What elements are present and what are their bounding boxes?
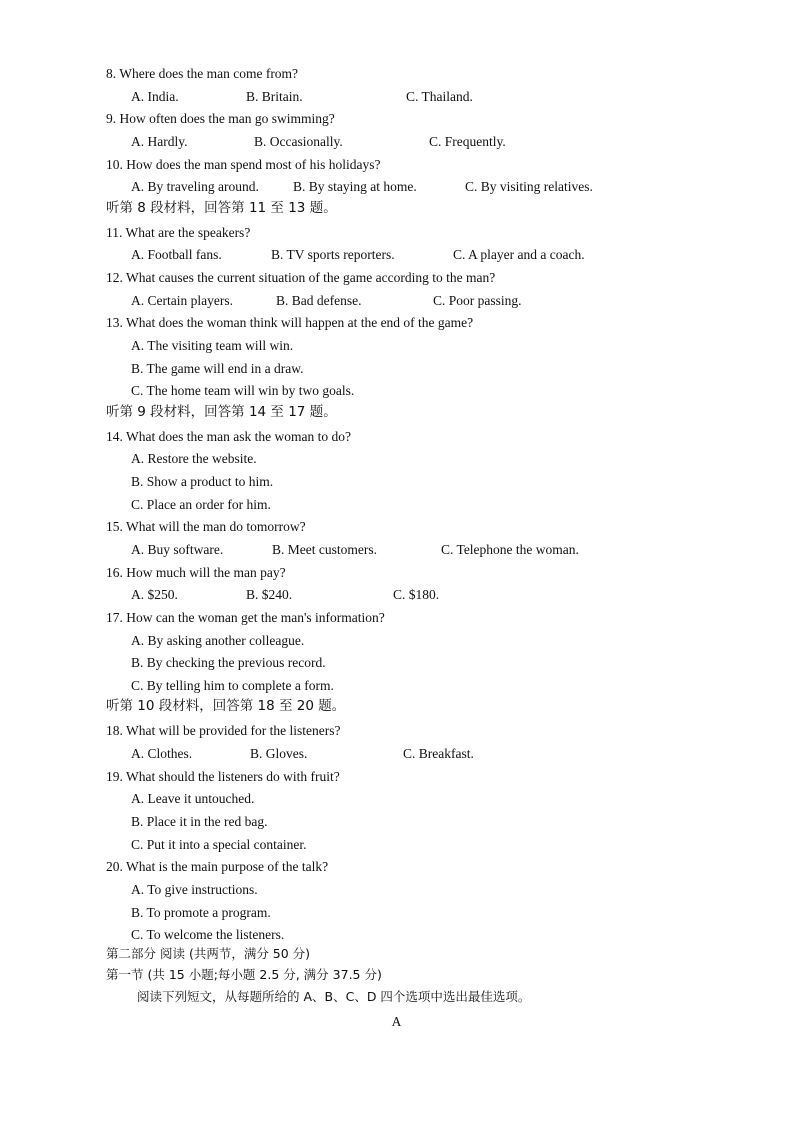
section-one-header: 第一节 (共 15 小题;每小题 2.5 分, 满分 37.5 分) bbox=[106, 967, 382, 982]
option-a: A. Restore the website. bbox=[131, 451, 257, 466]
option-a: A. Hardly. bbox=[131, 134, 188, 149]
question-20: 20. What is the main purpose of the talk? bbox=[106, 859, 329, 874]
option-b: B. Place it in the red bag. bbox=[131, 814, 268, 829]
question-19: 19. What should the listeners do with fruit? bbox=[106, 769, 340, 784]
option-c: C. $180. bbox=[393, 587, 440, 602]
option-b: B. By staying at home. bbox=[293, 179, 417, 194]
option-c: C. To welcome the listeners. bbox=[131, 927, 285, 942]
option-c: C. Place an order for him. bbox=[131, 497, 271, 512]
option-c: C. Thailand. bbox=[406, 89, 473, 104]
option-b: B. The game will end in a draw. bbox=[131, 361, 304, 376]
option-b: B. Bad defense. bbox=[276, 293, 362, 308]
option-c: C. By telling him to complete a form. bbox=[131, 678, 334, 693]
option-a: A. $250. bbox=[131, 587, 178, 602]
section-header-seg9: 听第 9 段材料，回答第 14 至 17 题。 bbox=[106, 404, 337, 420]
option-b: B. To promote a program. bbox=[131, 905, 271, 920]
option-c: C. A player and a coach. bbox=[453, 247, 585, 262]
option-b: B. Occasionally. bbox=[254, 134, 343, 149]
question-10: 10. How does the man spend most of his holidays? bbox=[106, 157, 381, 172]
option-b: B. Gloves. bbox=[250, 746, 308, 761]
option-a: A. Certain players. bbox=[131, 293, 233, 308]
question-9: 9. How often does the man go swimming? bbox=[106, 111, 335, 126]
question-17: 17. How can the woman get the man's information? bbox=[106, 610, 385, 625]
question-11: 11. What are the speakers? bbox=[106, 225, 251, 240]
part-two-header: 第二部分 阅读 (共两节，满分 50 分) bbox=[106, 946, 311, 961]
option-a: A. Buy software. bbox=[131, 542, 224, 557]
option-a: A. India. bbox=[131, 89, 179, 104]
option-b: B. By checking the previous record. bbox=[131, 655, 326, 670]
reading-instruction: 阅读下列短文，从每题所给的 A、B、C、D 四个选项中选出最佳选项。 bbox=[137, 989, 531, 1004]
option-b: B. Britain. bbox=[246, 89, 303, 104]
option-c: C. Put it into a special container. bbox=[131, 837, 307, 852]
option-c: C. Frequently. bbox=[429, 134, 506, 149]
option-b: B. $240. bbox=[246, 587, 293, 602]
section-header-seg10: 听第 10 段材料，回答第 18 至 20 题。 bbox=[106, 698, 346, 714]
question-14: 14. What does the man ask the woman to do? bbox=[106, 429, 351, 444]
question-12: 12. What causes the current situation of the game according to the man? bbox=[106, 270, 496, 285]
section-header-seg8: 听第 8 段材料，回答第 11 至 13 题。 bbox=[106, 200, 337, 216]
question-15: 15. What will the man do tomorrow? bbox=[106, 519, 306, 534]
option-a: A. Clothes. bbox=[131, 746, 193, 761]
option-b: B. TV sports reporters. bbox=[271, 247, 395, 262]
option-a: A. The visiting team will win. bbox=[131, 338, 294, 353]
option-c: C. The home team will win by two goals. bbox=[131, 383, 355, 398]
option-c: C. Breakfast. bbox=[403, 746, 474, 761]
passage-label: A bbox=[391, 1014, 402, 1029]
option-a: A. Leave it untouched. bbox=[131, 791, 255, 806]
option-a: A. To give instructions. bbox=[131, 882, 258, 897]
option-a: A. By traveling around. bbox=[131, 179, 259, 194]
option-b: B. Show a product to him. bbox=[131, 474, 274, 489]
option-c: C. Poor passing. bbox=[433, 293, 522, 308]
question-13: 13. What does the woman think will happen at the end of the game? bbox=[106, 315, 474, 330]
question-18: 18. What will be provided for the listeners? bbox=[106, 723, 341, 738]
question-16: 16. How much will the man pay? bbox=[106, 565, 286, 580]
option-a: A. Football fans. bbox=[131, 247, 222, 262]
option-c: C. Telephone the woman. bbox=[441, 542, 579, 557]
option-a: A. By asking another colleague. bbox=[131, 633, 305, 648]
option-c: C. By visiting relatives. bbox=[465, 179, 593, 194]
option-b: B. Meet customers. bbox=[272, 542, 377, 557]
question-8: 8. Where does the man come from? bbox=[106, 66, 299, 81]
